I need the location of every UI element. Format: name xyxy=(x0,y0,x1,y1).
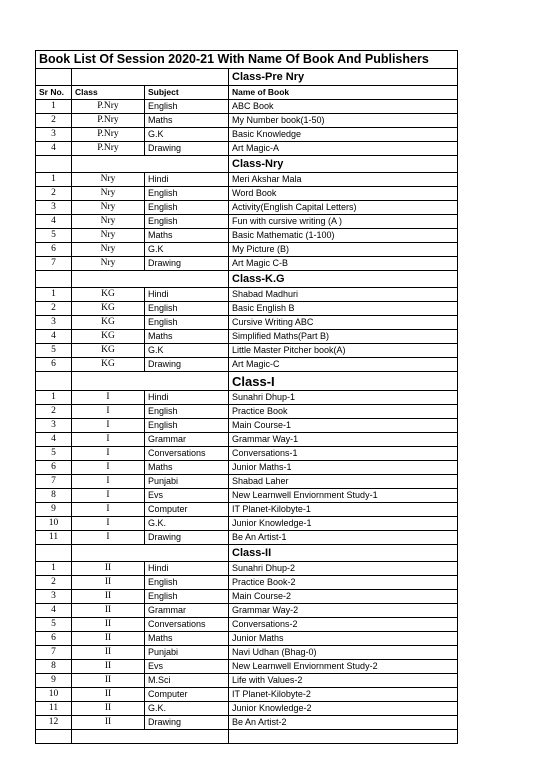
sr-no-cell: 5 xyxy=(36,447,72,461)
class-cell: II xyxy=(72,702,145,716)
section-spacer-cell xyxy=(72,271,229,288)
subject-cell: G.K xyxy=(145,128,229,142)
book-name-cell: Grammar Way-1 xyxy=(229,433,458,447)
book-name-cell: Grammar Way-2 xyxy=(229,604,458,618)
sr-no-cell: 3 xyxy=(36,201,72,215)
section-spacer-cell xyxy=(36,69,72,86)
sr-no-cell: 2 xyxy=(36,302,72,316)
book-name-cell: Shabad Madhuri xyxy=(229,288,458,302)
table-row xyxy=(36,302,458,316)
subject-cell: Hindi xyxy=(145,391,229,405)
sr-no-cell: 2 xyxy=(36,187,72,201)
class-cell: KG xyxy=(72,330,145,344)
section-spacer-cell xyxy=(36,372,72,391)
table-row xyxy=(36,632,458,646)
class-cell: I xyxy=(72,503,145,517)
class-cell: II xyxy=(72,576,145,590)
class-cell: II xyxy=(72,716,145,730)
book-name-cell: Art Magic-C xyxy=(229,358,458,372)
class-cell: II xyxy=(72,618,145,632)
subject-cell: Maths xyxy=(145,114,229,128)
book-name-cell: Navi Udhan (Bhag-0) xyxy=(229,646,458,660)
table-row xyxy=(36,604,458,618)
subject-cell: English xyxy=(145,215,229,229)
book-name-cell: Art Magic-A xyxy=(229,142,458,156)
subject-cell: Punjabi xyxy=(145,475,229,489)
class-cell: I xyxy=(72,433,145,447)
table-row xyxy=(36,142,458,156)
class-cell: KG xyxy=(72,288,145,302)
section-row xyxy=(36,372,458,391)
subject-cell: Hindi xyxy=(145,562,229,576)
book-name-cell: Conversations-1 xyxy=(229,447,458,461)
sr-no-cell: 9 xyxy=(36,503,72,517)
sr-no-cell: 11 xyxy=(36,531,72,545)
table-row xyxy=(36,257,458,271)
table-row xyxy=(36,489,458,503)
subject-header: Subject xyxy=(145,86,229,100)
subject-cell: English xyxy=(145,201,229,215)
class-cell: II xyxy=(72,688,145,702)
table-row xyxy=(36,433,458,447)
table-row xyxy=(36,562,458,576)
subject-cell: Drawing xyxy=(145,142,229,156)
book-name-cell: Be An Artist-2 xyxy=(229,716,458,730)
table-row xyxy=(36,358,458,372)
class-cell: I xyxy=(72,391,145,405)
book-list-table xyxy=(35,50,458,744)
table-row xyxy=(36,100,458,114)
sr-no-cell: 1 xyxy=(36,562,72,576)
sr-no-cell: 12 xyxy=(36,716,72,730)
sr-no-cell: 4 xyxy=(36,142,72,156)
class-cell: I xyxy=(72,531,145,545)
sr-no-cell: 2 xyxy=(36,114,72,128)
table-row xyxy=(36,590,458,604)
sheet-title: Book List Of Session 2020-21 With Name Of Book And Publishers xyxy=(36,51,458,69)
sr-no-cell: 6 xyxy=(36,243,72,257)
book-name-cell: Junior Maths xyxy=(229,632,458,646)
book-name-cell: Junior Knowledge-2 xyxy=(229,702,458,716)
subject-cell: Computer xyxy=(145,503,229,517)
section-spacer-cell xyxy=(36,545,72,562)
subject-cell: English xyxy=(145,100,229,114)
subject-cell: Grammar xyxy=(145,604,229,618)
class-cell: II xyxy=(72,646,145,660)
book-name-cell: Sunahri Dhup-2 xyxy=(229,562,458,576)
table-row xyxy=(36,461,458,475)
class-cell: II xyxy=(72,674,145,688)
section-title: Class-I xyxy=(229,372,458,391)
class-cell: Nry xyxy=(72,187,145,201)
book-name-cell: Activity(English Capital Letters) xyxy=(229,201,458,215)
sr-no-cell: 10 xyxy=(36,688,72,702)
book-name-cell: Little Master Pitcher book(A) xyxy=(229,344,458,358)
book-name-cell: Art Magic C-B xyxy=(229,257,458,271)
book-name-cell: Life with Values-2 xyxy=(229,674,458,688)
sr-no-cell: 6 xyxy=(36,358,72,372)
class-cell: I xyxy=(72,419,145,433)
sr-no-cell: 3 xyxy=(36,419,72,433)
section-row xyxy=(36,271,458,288)
sr-no-cell: 2 xyxy=(36,576,72,590)
subject-cell: Drawing xyxy=(145,257,229,271)
class-cell: KG xyxy=(72,344,145,358)
subject-cell: G.K. xyxy=(145,702,229,716)
class-header: Class xyxy=(72,86,145,100)
subject-cell: Maths xyxy=(145,330,229,344)
sr-no-cell: 1 xyxy=(36,391,72,405)
section-title: Class-Nry xyxy=(229,156,458,173)
table-row xyxy=(36,243,458,257)
book-name-cell: Be An Artist-1 xyxy=(229,531,458,545)
section-spacer-cell xyxy=(72,156,229,173)
section-row xyxy=(36,69,458,86)
class-cell: II xyxy=(72,604,145,618)
sr-no-cell: 7 xyxy=(36,646,72,660)
book-name-cell: Simplified Maths(Part B) xyxy=(229,330,458,344)
subject-cell: Maths xyxy=(145,632,229,646)
table-row xyxy=(36,173,458,187)
class-cell: I xyxy=(72,461,145,475)
sr-no-cell: 2 xyxy=(36,405,72,419)
sr-no-cell: 10 xyxy=(36,517,72,531)
table-row xyxy=(36,618,458,632)
subject-cell: Hindi xyxy=(145,173,229,187)
book-name-cell: Practice Book xyxy=(229,405,458,419)
table-row xyxy=(36,531,458,545)
class-cell: Nry xyxy=(72,201,145,215)
table-row xyxy=(36,128,458,142)
subject-cell: English xyxy=(145,419,229,433)
class-cell: P.Nry xyxy=(72,114,145,128)
table-row xyxy=(36,391,458,405)
subject-cell: Punjabi xyxy=(145,646,229,660)
book-name-cell: Practice Book-2 xyxy=(229,576,458,590)
section-title: Class-II xyxy=(229,545,458,562)
sr-no-cell: 4 xyxy=(36,330,72,344)
subject-cell: English xyxy=(145,187,229,201)
table-row xyxy=(36,475,458,489)
sr-no-cell: 3 xyxy=(36,590,72,604)
sr-no-cell: 8 xyxy=(36,660,72,674)
subject-cell: Evs xyxy=(145,489,229,503)
section-row xyxy=(36,545,458,562)
table-row xyxy=(36,114,458,128)
table-row xyxy=(36,344,458,358)
book-name-cell: Sunahri Dhup-1 xyxy=(229,391,458,405)
book-name-cell: New Learnwell Enviornment Study-1 xyxy=(229,489,458,503)
section-spacer-cell xyxy=(72,545,229,562)
table-row xyxy=(36,288,458,302)
section-title: Class-Pre Nry xyxy=(229,69,458,86)
class-cell: P.Nry xyxy=(72,128,145,142)
title-row xyxy=(36,51,458,69)
subject-cell: Drawing xyxy=(145,531,229,545)
subject-cell: G.K xyxy=(145,344,229,358)
section-title: Class-K.G xyxy=(229,271,458,288)
class-cell: II xyxy=(72,590,145,604)
subject-cell: Computer xyxy=(145,688,229,702)
book-name-cell: Meri Akshar Mala xyxy=(229,173,458,187)
class-cell: I xyxy=(72,517,145,531)
table-row xyxy=(36,674,458,688)
class-cell: P.Nry xyxy=(72,100,145,114)
book-name-cell: ABC Book xyxy=(229,100,458,114)
book-name-cell: Basic English B xyxy=(229,302,458,316)
table-row xyxy=(36,576,458,590)
class-cell: I xyxy=(72,475,145,489)
sr-no-cell: 5 xyxy=(36,229,72,243)
table-row xyxy=(36,330,458,344)
book-name-cell: Basic Mathematic (1-100) xyxy=(229,229,458,243)
table-row xyxy=(36,187,458,201)
table-row xyxy=(36,405,458,419)
book-name-cell: Junior Knowledge-1 xyxy=(229,517,458,531)
section-spacer-cell xyxy=(36,271,72,288)
sr-no-cell: 1 xyxy=(36,288,72,302)
book-name-cell: My Picture (B) xyxy=(229,243,458,257)
subject-cell: English xyxy=(145,576,229,590)
table-row xyxy=(36,517,458,531)
book-list-body xyxy=(36,51,458,744)
class-cell: Nry xyxy=(72,215,145,229)
section-spacer-cell xyxy=(72,372,229,391)
sr-no-cell: 5 xyxy=(36,618,72,632)
sr-no-cell: 9 xyxy=(36,674,72,688)
book-name-cell: Conversations-2 xyxy=(229,618,458,632)
sr-no-cell: 7 xyxy=(36,475,72,489)
section-spacer-cell xyxy=(36,156,72,173)
book-name-cell: Cursive Writing ABC xyxy=(229,316,458,330)
section-row xyxy=(36,156,458,173)
class-cell: I xyxy=(72,447,145,461)
blank-cell xyxy=(72,730,229,744)
book-name-cell: Basic Knowledge xyxy=(229,128,458,142)
subject-cell: Maths xyxy=(145,229,229,243)
book-name-cell: Main Course-1 xyxy=(229,419,458,433)
subject-cell: Drawing xyxy=(145,358,229,372)
table-row xyxy=(36,660,458,674)
subject-cell: English xyxy=(145,302,229,316)
sr-no-cell: 1 xyxy=(36,173,72,187)
header-row xyxy=(36,86,458,100)
class-cell: II xyxy=(72,660,145,674)
table-row xyxy=(36,646,458,660)
sr-no-cell: 3 xyxy=(36,128,72,142)
class-cell: I xyxy=(72,489,145,503)
subject-cell: Conversations xyxy=(145,447,229,461)
sr-no-cell: 4 xyxy=(36,433,72,447)
table-row xyxy=(36,215,458,229)
subject-cell: Maths xyxy=(145,461,229,475)
sr-no-header: Sr No. xyxy=(36,86,72,100)
class-cell: Nry xyxy=(72,243,145,257)
table-row xyxy=(36,503,458,517)
blank-cell xyxy=(36,730,72,744)
sr-no-cell: 8 xyxy=(36,489,72,503)
sr-no-cell: 11 xyxy=(36,702,72,716)
class-cell: KG xyxy=(72,302,145,316)
subject-cell: Drawing xyxy=(145,716,229,730)
subject-cell: M.Sci xyxy=(145,674,229,688)
book-name-cell: My Number book(1-50) xyxy=(229,114,458,128)
book-name-cell: Word Book xyxy=(229,187,458,201)
book-name-cell: Main Course-2 xyxy=(229,590,458,604)
subject-cell: Evs xyxy=(145,660,229,674)
sr-no-cell: 6 xyxy=(36,632,72,646)
table-row xyxy=(36,688,458,702)
class-cell: II xyxy=(72,632,145,646)
class-cell: II xyxy=(72,562,145,576)
sr-no-cell: 5 xyxy=(36,344,72,358)
book-name-header: Name of Book xyxy=(229,86,458,100)
section-spacer-cell xyxy=(72,69,229,86)
sr-no-cell: 3 xyxy=(36,316,72,330)
sr-no-cell: 4 xyxy=(36,604,72,618)
class-cell: KG xyxy=(72,358,145,372)
subject-cell: English xyxy=(145,590,229,604)
sr-no-cell: 4 xyxy=(36,215,72,229)
subject-cell: Grammar xyxy=(145,433,229,447)
blank-cell xyxy=(229,730,458,744)
subject-cell: G.K. xyxy=(145,517,229,531)
class-cell: Nry xyxy=(72,229,145,243)
subject-cell: Hindi xyxy=(145,288,229,302)
sr-no-cell: 1 xyxy=(36,100,72,114)
subject-cell: Conversations xyxy=(145,618,229,632)
subject-cell: G.K xyxy=(145,243,229,257)
class-cell: Nry xyxy=(72,173,145,187)
class-cell: KG xyxy=(72,316,145,330)
book-name-cell: Junior Maths-1 xyxy=(229,461,458,475)
book-name-cell: Shabad Laher xyxy=(229,475,458,489)
book-name-cell: IT Planet-Kilobyte-1 xyxy=(229,503,458,517)
subject-cell: English xyxy=(145,316,229,330)
class-cell: P.Nry xyxy=(72,142,145,156)
book-name-cell: IT Planet-Kilobyte-2 xyxy=(229,688,458,702)
class-cell: Nry xyxy=(72,257,145,271)
class-cell: I xyxy=(72,405,145,419)
table-row xyxy=(36,201,458,215)
sr-no-cell: 6 xyxy=(36,461,72,475)
blank-row xyxy=(36,730,458,744)
book-name-cell: New Learnwell Enviornment Study-2 xyxy=(229,660,458,674)
subject-cell: English xyxy=(145,405,229,419)
table-row xyxy=(36,316,458,330)
sr-no-cell: 7 xyxy=(36,257,72,271)
table-row xyxy=(36,229,458,243)
book-name-cell: Fun with cursive writing (A ) xyxy=(229,215,458,229)
table-row xyxy=(36,702,458,716)
table-row xyxy=(36,447,458,461)
table-row xyxy=(36,716,458,730)
table-row xyxy=(36,419,458,433)
